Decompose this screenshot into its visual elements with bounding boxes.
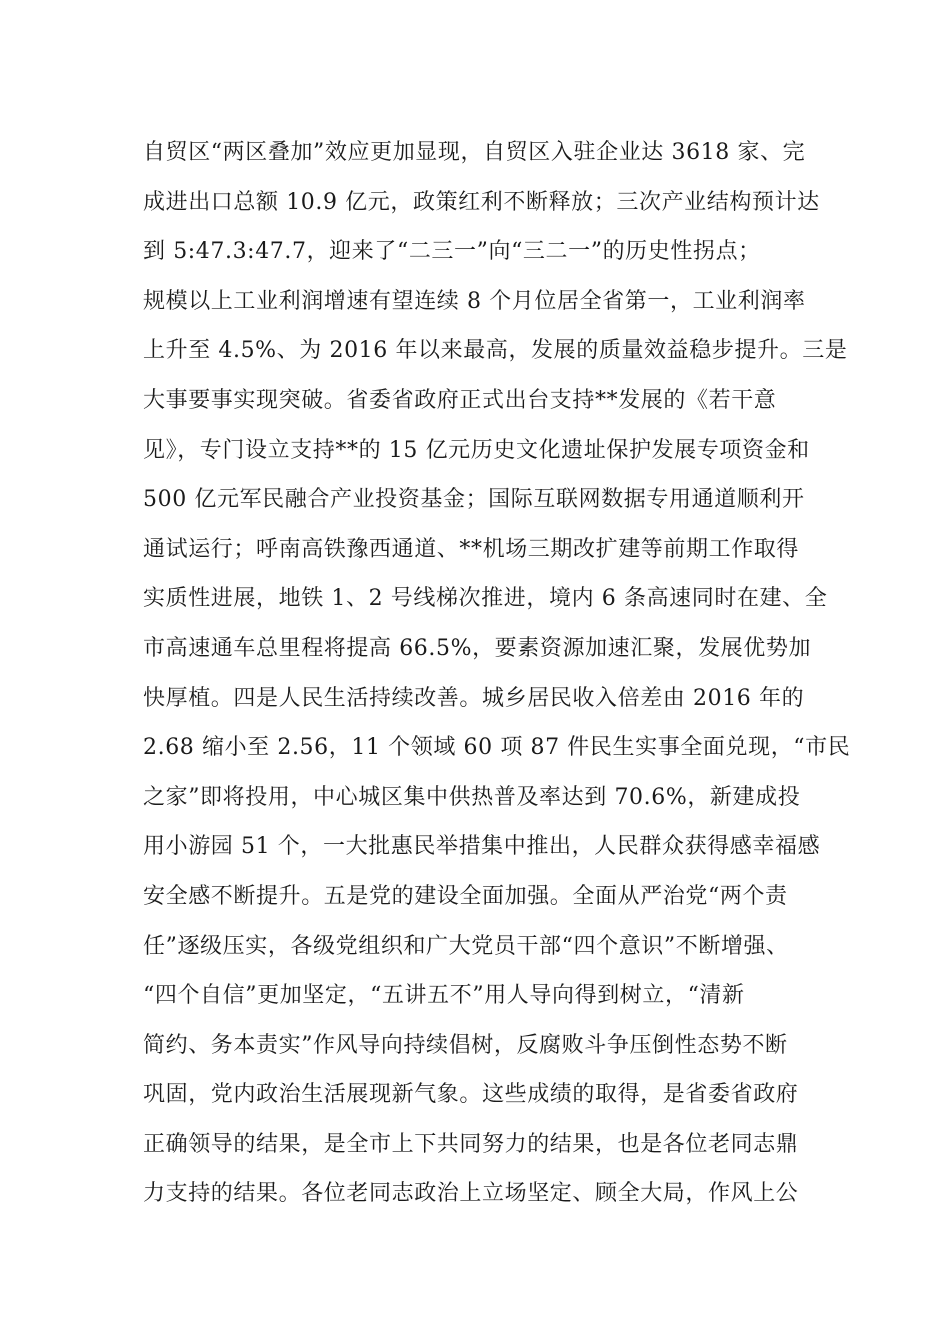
text-line: 力支持的结果。各位老同志政治上立场坚定、顾全大局，作风上公	[143, 1181, 799, 1207]
text-line: 用小游园 51 个，一大批惠民举措集中推出，人民群众获得感幸福感	[143, 834, 821, 860]
text-line: 通试运行；呼南高铁豫西通道、**机场三期改扩建等前期工作取得	[143, 536, 800, 562]
text-line: 任”逐级压实，各级党组织和广大党员干部“四个意识”不断增强、	[143, 933, 789, 959]
text-line: 大事要事实现突破。省委省政府正式出台支持**发展的《若干意	[143, 387, 777, 413]
text-line: 2.68 缩小至 2.56，11 个领域 60 项 87 件民生实事全面兑现，“市民	[143, 735, 851, 761]
text-line: 简约、务本责实”作风导向持续倡树，反腐败斗争压倒性态势不断	[143, 1032, 788, 1058]
text-line: 自贸区“两区叠加”效应更加显现，自贸区入驻企业达 3618 家、完	[143, 140, 806, 165]
text-line: 见》，专门设立支持**的 15 亿元历史文化遗址保护发展专项资金和	[143, 437, 810, 463]
text-line: 到 5:47.3:47.7，迎来了“二三一”向“三二一”的历史性拐点；	[143, 239, 761, 265]
text-line: 500 亿元军民融合产业投资基金；国际互联网数据专用通道顺利开	[143, 487, 805, 513]
text-line: 市高速通车总里程将提高 66.5%，要素资源加速汇聚，发展优势加	[143, 635, 812, 661]
text-line: 规模以上工业利润增速有望连续 8 个月位居全省第一，工业利润率	[143, 288, 806, 314]
body-text	[143, 133, 851, 1224]
text-line: 正确领导的结果，是全市上下共同努力的结果，也是各位老同志鼎	[143, 1131, 799, 1157]
text-line: “四个自信”更加坚定，“五讲五不”用人导向得到树立，“清新	[143, 983, 745, 1009]
text-line: 成进出口总额 10.9 亿元，政策红利不断释放；三次产业结构预计达	[143, 189, 820, 215]
text-line: 安全感不断提升。五是党的建设全面加强。全面从严治党“两个责	[143, 883, 788, 909]
text-line: 实质性进展，地铁 1、2 号线梯次推进，境内 6 条高速同时在建、全	[143, 586, 828, 612]
text-line: 快厚植。四是人民生活持续改善。城乡居民收入倍差由 2016 年的	[143, 685, 805, 711]
text-line: 上升至 4.5%、为 2016 年以来最高，发展的质量效益稳步提升。三是	[143, 338, 848, 364]
text-line: 巩固，党内政治生活展现新气象。这些成绩的取得，是省委省政府	[143, 1082, 799, 1108]
text-line: 之家”即将投用，中心城区集中供热普及率达到 70.6%，新建成投	[143, 784, 801, 810]
